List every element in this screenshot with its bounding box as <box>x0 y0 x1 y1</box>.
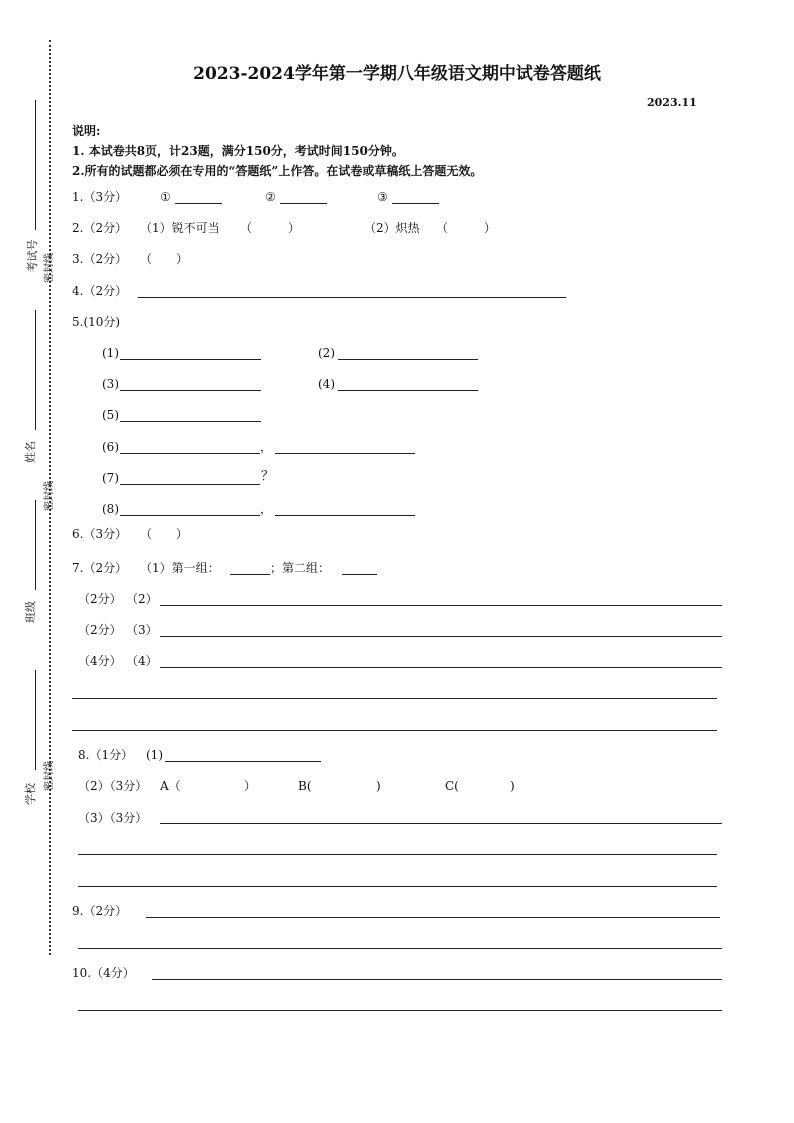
name-line <box>35 310 36 430</box>
q2-answer-paren[interactable]: （ ） <box>240 221 301 235</box>
q5-answer-line[interactable] <box>120 390 261 391</box>
q7-row-score: （4分） <box>78 654 122 668</box>
q5-item-label: (2) <box>318 346 335 360</box>
q7-label: 7.（2分） <box>72 561 128 575</box>
q1-answer-line[interactable] <box>392 203 439 204</box>
exam-number-label: 考试号 <box>26 239 39 273</box>
q5-answer-line[interactable] <box>338 390 478 391</box>
q6-label: 6.（3分） <box>72 527 128 541</box>
q5-answer-line[interactable] <box>120 453 260 454</box>
q2-label: 2.（2分） <box>72 221 128 235</box>
class-line <box>35 500 36 590</box>
q7-part1b: ；第二组： <box>270 561 331 575</box>
q8-answer-line[interactable] <box>165 761 321 762</box>
q5-item-label: (7) <box>102 471 119 485</box>
name-label: 姓名 <box>24 441 37 463</box>
q1-answer-line[interactable] <box>175 203 222 204</box>
q8-choice-close: ) <box>376 779 381 793</box>
q5-answer-line[interactable] <box>275 453 415 454</box>
q7-row-score: （2分） <box>78 592 122 606</box>
seal-line-label: 密封线 <box>44 761 55 791</box>
q2-part2: （2）炽热 <box>364 221 420 235</box>
q5-comma: ， <box>260 502 273 516</box>
q9-answer-line[interactable] <box>146 917 720 918</box>
q7-answer-line[interactable] <box>160 636 722 637</box>
q9-label: 9.（2分） <box>72 904 128 918</box>
q7-part1: （1）第一组： <box>140 561 220 575</box>
q5-item-label: (3) <box>102 377 119 391</box>
q5-item-label: (4) <box>318 377 335 391</box>
q8-choice-close: ） <box>244 779 257 793</box>
q1-label: 1.（3分） <box>72 190 128 204</box>
q5-answer-line[interactable] <box>120 515 260 516</box>
exam-date: 2023.11 <box>647 96 697 109</box>
q5-item-label: (1) <box>102 346 119 360</box>
q7-group1-line[interactable] <box>230 574 270 575</box>
q8-choice-open[interactable]: C( <box>445 779 459 793</box>
q7-row-score: （2分） <box>78 623 122 637</box>
q5-item-label: (8) <box>102 502 119 516</box>
q8-choice-open[interactable]: B( <box>298 779 312 793</box>
q8-part1: (1) <box>146 748 163 762</box>
page-title: 2023-2024学年第一学期八年级语文期中试卷答题纸 <box>193 64 601 84</box>
q10-answer-line[interactable] <box>152 979 722 980</box>
q7-row-part: （2） <box>126 592 158 606</box>
q9-answer-line[interactable] <box>78 948 722 949</box>
notes-label: 说明: <box>72 124 101 138</box>
q1-blank-marker: ② <box>265 190 276 204</box>
q2-part1: （1）锐不可当 <box>140 221 220 235</box>
q5-answer-line[interactable] <box>275 515 415 516</box>
q1-blank-marker: ① <box>160 190 171 204</box>
q10-answer-line[interactable] <box>78 1010 722 1011</box>
seal-line-label: 密封线 <box>44 481 55 511</box>
q8-answer-line[interactable] <box>78 886 717 887</box>
q5-question-mark: ？ <box>261 469 275 484</box>
q8-label: 8.（1分） <box>78 748 134 762</box>
q8-choice-close: ) <box>510 779 515 793</box>
q4-label: 4.（2分） <box>72 284 128 298</box>
q5-label: 5.(10分) <box>72 315 121 329</box>
q5-item-label: (6) <box>102 440 119 454</box>
q5-answer-line[interactable] <box>120 484 260 485</box>
q8-choice-open[interactable]: A（ <box>160 779 181 793</box>
q7-answer-line[interactable] <box>72 698 717 699</box>
q7-row-part: （3） <box>126 623 158 637</box>
q3-answer-paren[interactable]: （ ） <box>140 252 189 266</box>
q7-row-part: （4） <box>126 654 158 668</box>
school-line <box>35 670 36 770</box>
q7-answer-line[interactable] <box>72 730 717 731</box>
school-label: 学校 <box>24 783 37 805</box>
q5-answer-line[interactable] <box>120 359 261 360</box>
q8-part3-label: （3）（3分） <box>78 811 148 825</box>
q1-blank-marker: ③ <box>377 190 388 204</box>
q8-part2-label: （2）（3分） <box>78 779 148 793</box>
q5-item-label: (5) <box>102 408 119 422</box>
q6-answer-paren[interactable]: （ ） <box>140 527 189 541</box>
exam-number-line <box>35 100 36 230</box>
q10-label: 10.（4分） <box>72 966 135 980</box>
notes-line: 2.所有的试题都必须在专用的“答题纸”上作答。在试卷或草稿纸上答题无效。 <box>72 164 483 178</box>
q5-answer-line[interactable] <box>338 359 478 360</box>
q5-comma: ， <box>260 440 273 454</box>
q8-answer-line[interactable] <box>160 823 722 824</box>
q5-answer-line[interactable] <box>120 421 261 422</box>
q8-answer-line[interactable] <box>78 854 717 855</box>
seal-line-label: 密封线 <box>44 253 55 283</box>
q7-group2-line[interactable] <box>342 574 377 575</box>
q3-label: 3.（2分） <box>72 252 128 266</box>
class-label: 班级 <box>24 601 37 623</box>
q7-answer-line[interactable] <box>160 667 722 668</box>
q1-answer-line[interactable] <box>280 203 327 204</box>
q4-answer-line[interactable] <box>138 297 566 298</box>
q2-answer-paren[interactable]: （ ） <box>436 221 497 235</box>
notes-line: 1. 本试卷共8页，计23题，满分150分，考试时间150分钟。 <box>72 144 404 158</box>
q7-answer-line[interactable] <box>160 605 722 606</box>
